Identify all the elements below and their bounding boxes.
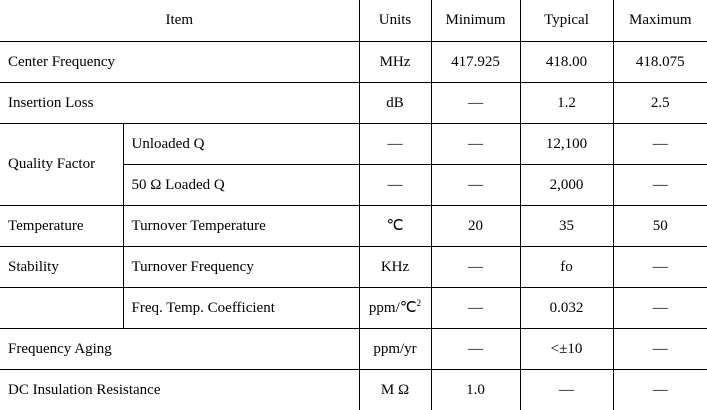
row-minimum: — [431, 328, 520, 369]
row-maximum: — [613, 246, 707, 287]
row-minimum: — [431, 82, 520, 123]
row-label: Frequency Aging [0, 328, 359, 369]
row-units: M Ω [359, 369, 431, 410]
table-header-row [0, 0, 707, 41]
row-maximum: — [613, 287, 707, 328]
row-label: DC Insulation Resistance [0, 369, 359, 410]
row-sublabel: Unloaded Q [123, 123, 359, 164]
table-row [0, 82, 707, 123]
row-maximum: — [613, 164, 707, 205]
table-row [0, 41, 707, 82]
row-minimum: 20 [431, 205, 520, 246]
row-units: — [359, 123, 431, 164]
row-group-label [0, 287, 123, 328]
row-typical: 1.2 [520, 82, 613, 123]
row-units [359, 287, 431, 328]
row-minimum: — [431, 123, 520, 164]
row-minimum: — [431, 246, 520, 287]
row-group-label: Temperature [0, 205, 123, 246]
row-typical: 12,100 [520, 123, 613, 164]
row-maximum: — [613, 369, 707, 410]
row-maximum: 418.075 [613, 41, 707, 82]
row-typical: 418.00 [520, 41, 613, 82]
row-minimum: 417.925 [431, 41, 520, 82]
row-typical: 0.032 [520, 287, 613, 328]
table-row [0, 287, 707, 328]
row-minimum: — [431, 164, 520, 205]
row-maximum: 2.5 [613, 82, 707, 123]
table-row [0, 123, 707, 164]
row-maximum: — [613, 123, 707, 164]
table-row [0, 328, 707, 369]
row-typical: <±10 [520, 328, 613, 369]
row-typical: 35 [520, 205, 613, 246]
header-units: Units [359, 0, 431, 41]
row-typical: — [520, 369, 613, 410]
row-sublabel: Turnover Frequency [123, 246, 359, 287]
row-typical: fo [520, 246, 613, 287]
header-item: Item [0, 0, 359, 41]
row-label: Center Frequency [0, 41, 359, 82]
table-row [0, 205, 707, 246]
row-units: KHz [359, 246, 431, 287]
header-typical: Typical [520, 0, 613, 41]
row-maximum: — [613, 328, 707, 369]
row-typical: 2,000 [520, 164, 613, 205]
row-units-text: ppm/℃ [368, 299, 417, 316]
row-minimum: — [431, 287, 520, 328]
header-maximum: Maximum [613, 0, 707, 41]
row-sublabel: Freq. Temp. Coefficient [123, 287, 359, 328]
table-row [0, 369, 707, 410]
row-label: Insertion Loss [0, 82, 359, 123]
row-units: — [359, 164, 431, 205]
header-minimum: Minimum [431, 0, 520, 41]
row-units: ppm/yr [359, 328, 431, 369]
row-sublabel: 50 Ω Loaded Q [123, 164, 359, 205]
row-units: MHz [359, 41, 431, 82]
row-sublabel: Turnover Temperature [123, 205, 359, 246]
table-row [0, 246, 707, 287]
row-units: dB [359, 82, 431, 123]
row-maximum: 50 [613, 205, 707, 246]
row-units: ℃ [359, 205, 431, 246]
row-minimum: 1.0 [431, 369, 520, 410]
row-group-label: Quality Factor [0, 123, 123, 205]
row-group-label: Stability [0, 246, 123, 287]
row-units-superscript: 2 [416, 297, 422, 308]
